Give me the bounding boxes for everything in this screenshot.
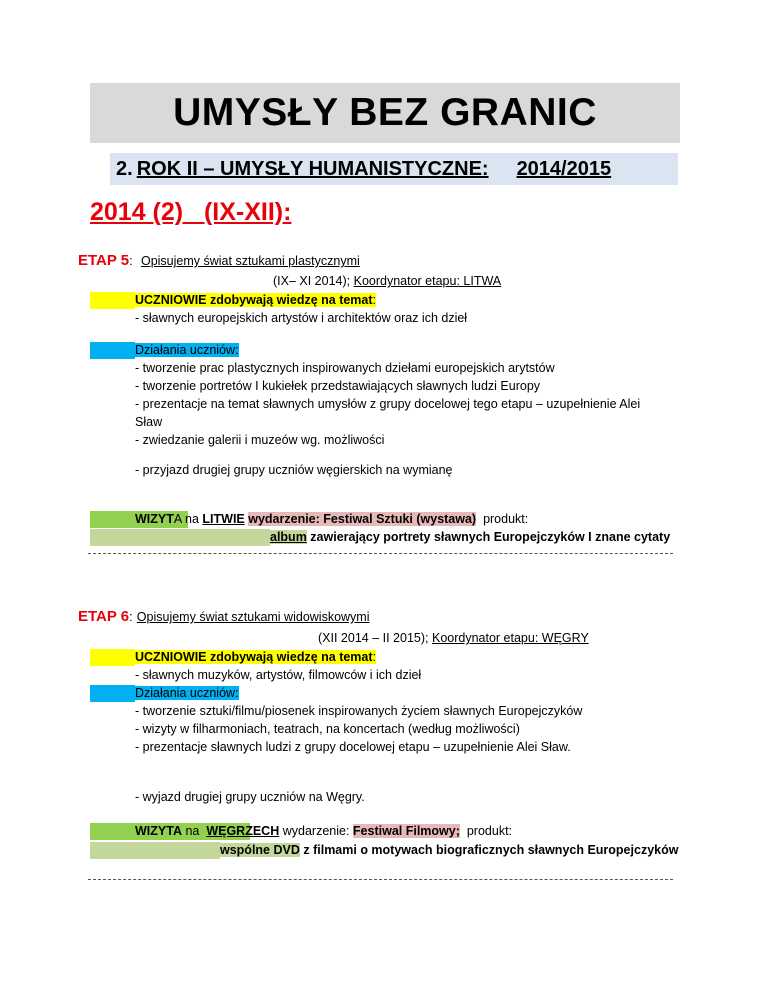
subtitle-text: ROK II – UMYSŁY HUMANISTYCZNE: bbox=[136, 157, 489, 180]
etap5-knowledge-heading: UCZNIOWIE zdobywają wiedzę na temat bbox=[135, 293, 373, 307]
etap6-product-bar bbox=[90, 842, 220, 859]
etap5-action-item: Sław bbox=[135, 415, 163, 429]
etap6-visit-event-label: wydarzenie: bbox=[282, 824, 350, 838]
etap5-visit-product-label: produkt: bbox=[483, 512, 529, 526]
etap5-meta bbox=[240, 272, 670, 290]
etap5-actions-marker bbox=[90, 342, 135, 359]
etap6-actions-heading: Działania uczniów bbox=[135, 686, 236, 700]
etap5-visit-event: wydarzenie: Festiwal Sztuki (wystawa) bbox=[248, 512, 477, 526]
etap5-visit-w2: A na bbox=[173, 512, 199, 526]
etap5-product-bar bbox=[90, 529, 270, 546]
etap5-product-line bbox=[270, 528, 670, 546]
etap6-meta bbox=[318, 629, 589, 647]
etap5-actions-heading: Działania uczniów bbox=[135, 343, 236, 357]
etap5-visit-w1: WIZYT bbox=[135, 512, 174, 526]
etap6-dates: (XII 2014 – II 2015); bbox=[318, 631, 429, 645]
etap6-visit-line bbox=[135, 822, 512, 840]
etap6-action-item: - prezentacje sławnych ludzi z grupy docelowej etapu – uzupełnienie Alei Sław. bbox=[135, 740, 571, 754]
etap5-coordinator: Koordynator etapu: LITWA bbox=[353, 274, 502, 288]
etap6-visit-event: Festiwal Filmowy; bbox=[352, 824, 460, 838]
etap5-label: ETAP 5 bbox=[78, 252, 130, 269]
etap6-product-line bbox=[220, 841, 678, 859]
subtitle-banner bbox=[110, 153, 678, 185]
etap5-action-item: - prezentacje na temat sławnych umysłów z grupy docelowej tego etapu – uzupełnienie Alei bbox=[135, 397, 641, 411]
etap5-knowledge-heading-line: UCZNIOWIE zdobywają wiedzę na temat: bbox=[135, 293, 377, 307]
etap5-product-desc: zawierający portrety sławnych Europejczyków I znane cytaty bbox=[310, 530, 671, 544]
etap6-actions-heading-line: Działania uczniów: bbox=[135, 686, 239, 700]
etap5-colon: : bbox=[129, 254, 133, 268]
etap5-visit-line bbox=[135, 510, 528, 528]
etap6-product-desc: z filmami o motywach biograficznych sławnych Europejczyków bbox=[303, 843, 679, 857]
etap5-knowledge-marker bbox=[90, 292, 135, 309]
separator bbox=[88, 553, 673, 554]
etap6-description: Opisujemy świat sztukami widowiskowymi bbox=[136, 610, 370, 624]
etap6-knowledge-item: - sławnych muzyków, artystów, filmowców i ich dzieł bbox=[135, 668, 422, 682]
etap6-product-main: wspólne DVD bbox=[220, 843, 300, 857]
period-heading: 2014 (2) (IX-XII): bbox=[90, 198, 292, 226]
etap5-product-main: album bbox=[270, 530, 307, 544]
etap6-extra-item: - wyjazd drugiej grupy uczniów na Węgry. bbox=[135, 790, 365, 804]
etap6-visit-w2: na bbox=[185, 824, 200, 838]
etap6-colon: : bbox=[129, 610, 133, 624]
etap6-visit-product-label: produkt: bbox=[466, 824, 513, 838]
etap6-coordinator: Koordynator etapu: WĘGRY bbox=[431, 631, 589, 645]
etap5-extra-item: - przyjazd drugiej grupy uczniów węgierskich na wymianę bbox=[135, 463, 453, 477]
etap6-heading bbox=[78, 608, 370, 625]
etap6-knowledge-marker bbox=[90, 649, 135, 666]
etap5-visit-country: LITWIE bbox=[202, 512, 245, 526]
etap5-dates: (IX– XI 2014); bbox=[273, 274, 351, 288]
etap5-action-item: - tworzenie portretów I kukiełek przedstawiających sławnych ludzi Europy bbox=[135, 379, 541, 393]
etap5-action-item: - zwiedzanie galerii i muzeów wg. możliwości bbox=[135, 433, 385, 447]
etap6-visit-w1: WIZYTA bbox=[135, 824, 182, 838]
etap5-heading bbox=[78, 252, 360, 269]
subtitle bbox=[110, 158, 611, 181]
etap5-action-item: - tworzenie prac plastycznych inspirowanych dziełami europejskich arytstów bbox=[135, 361, 555, 375]
etap6-knowledge-heading: UCZNIOWIE zdobywają wiedzę na temat bbox=[135, 650, 373, 664]
subtitle-year: 2014/2015 bbox=[516, 157, 612, 180]
page-title: UMYSŁY BEZ GRANIC bbox=[173, 91, 597, 134]
etap6-knowledge-heading-line: UCZNIOWIE zdobywają wiedzę na temat: bbox=[135, 650, 377, 664]
etap5-description: Opisujemy świat sztukami plastycznymi bbox=[140, 254, 360, 268]
etap5-actions-heading-line: Działania uczniów: bbox=[135, 343, 239, 357]
etap6-action-item: - tworzenie sztuki/filmu/piosenek inspirowanych życiem sławnych Europejczyków bbox=[135, 704, 583, 718]
etap6-visit-country: WĘGRZECH bbox=[206, 824, 280, 838]
etap5-knowledge-item: - sławnych europejskich artystów i architektów oraz ich dzieł bbox=[135, 311, 468, 325]
etap6-action-item: - wizyty w filharmoniach, teatrach, na koncertach (według możliwości) bbox=[135, 722, 520, 736]
etap6-label: ETAP 6 bbox=[78, 608, 130, 625]
title-banner bbox=[90, 83, 680, 143]
separator bbox=[88, 879, 673, 880]
etap6-actions-marker bbox=[90, 685, 135, 702]
subtitle-number: 2. bbox=[116, 157, 133, 180]
